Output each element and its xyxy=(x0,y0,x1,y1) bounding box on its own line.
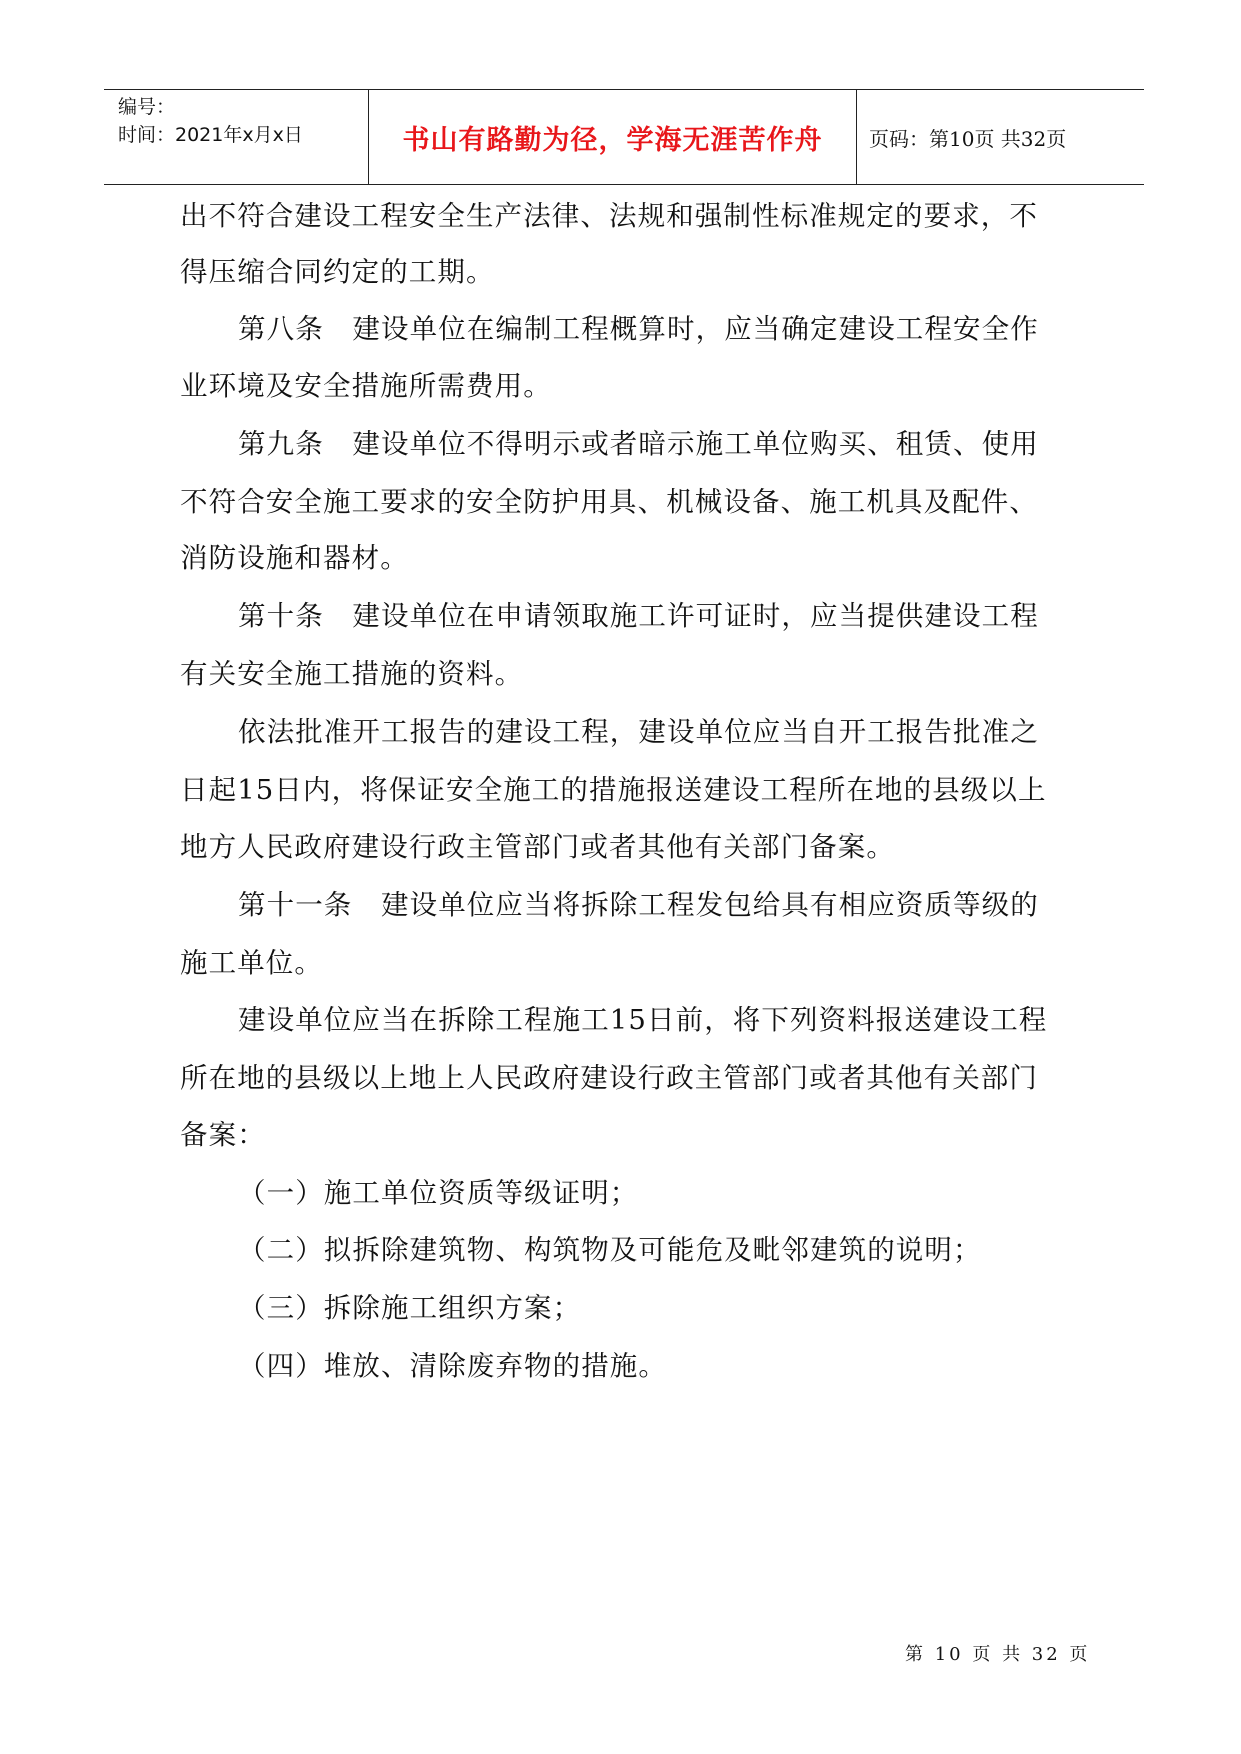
body-line: 出不符合建设工程安全生产法律、法规和强制性标准规定的要求，不 xyxy=(180,200,1038,232)
body-line: 不符合安全施工要求的安全防护用具、机械设备、施工机具及配件、 xyxy=(180,486,1038,518)
body-line: 有关安全施工措施的资料。 xyxy=(180,658,524,690)
body-line: 业环境及安全措施所需费用。 xyxy=(180,370,552,402)
document-header xyxy=(104,89,1144,185)
header-motto: 书山有路勤为径，学海无涯苦作舟 xyxy=(402,124,823,156)
body-line: 所在地的县级以上地上人民政府建设行政主管部门或者其他有关部门 xyxy=(180,1062,1038,1094)
body-line: 建设单位应当在拆除工程施工15日前，将下列资料报送建设工程 xyxy=(238,1004,1048,1036)
body-line: 备案： xyxy=(180,1119,266,1151)
article-10-line: 第十条 建设单位在申请领取施工许可证时，应当提供建设工程 xyxy=(238,600,1039,632)
body-line: 依法批准开工报告的建设工程，建设单位应当自开工报告批准之 xyxy=(238,716,1039,748)
header-page-cell xyxy=(857,90,1144,184)
document-number-label: 编号： xyxy=(118,96,176,118)
body-line: 地方人民政府建设行政主管部门或者其他有关部门备案。 xyxy=(180,831,895,863)
list-item: （三）拆除施工组织方案； xyxy=(238,1292,582,1324)
article-9-line: 第九条 建设单位不得明示或者暗示施工单位购买、租赁、使用 xyxy=(238,428,1039,460)
body-line: 消防设施和器材。 xyxy=(180,542,409,574)
header-page-number: 页码：第10页 共32页 xyxy=(869,126,1067,151)
body-line: 得压缩合同约定的工期。 xyxy=(180,256,495,288)
list-item: （二）拟拆除建筑物、构筑物及可能危及毗邻建筑的说明； xyxy=(238,1234,982,1266)
list-item: （四）堆放、清除废弃物的措施。 xyxy=(238,1350,667,1382)
page-footer: 第 10 页 共 32 页 xyxy=(905,1644,1091,1665)
list-item: （一）施工单位资质等级证明； xyxy=(238,1177,639,1209)
article-11-line: 第十一条 建设单位应当将拆除工程发包给具有相应资质等级的 xyxy=(238,889,1039,921)
article-8-line: 第八条 建设单位在编制工程概算时，应当确定建设工程安全作 xyxy=(238,313,1039,345)
header-motto-cell xyxy=(369,90,857,184)
document-time-label: 时间：2021年x月x日 xyxy=(118,124,303,146)
header-meta-cell xyxy=(104,90,369,184)
body-line: 日起15日内，将保证安全施工的措施报送建设工程所在地的县级以上 xyxy=(180,774,1047,806)
body-line: 施工单位。 xyxy=(180,947,323,979)
